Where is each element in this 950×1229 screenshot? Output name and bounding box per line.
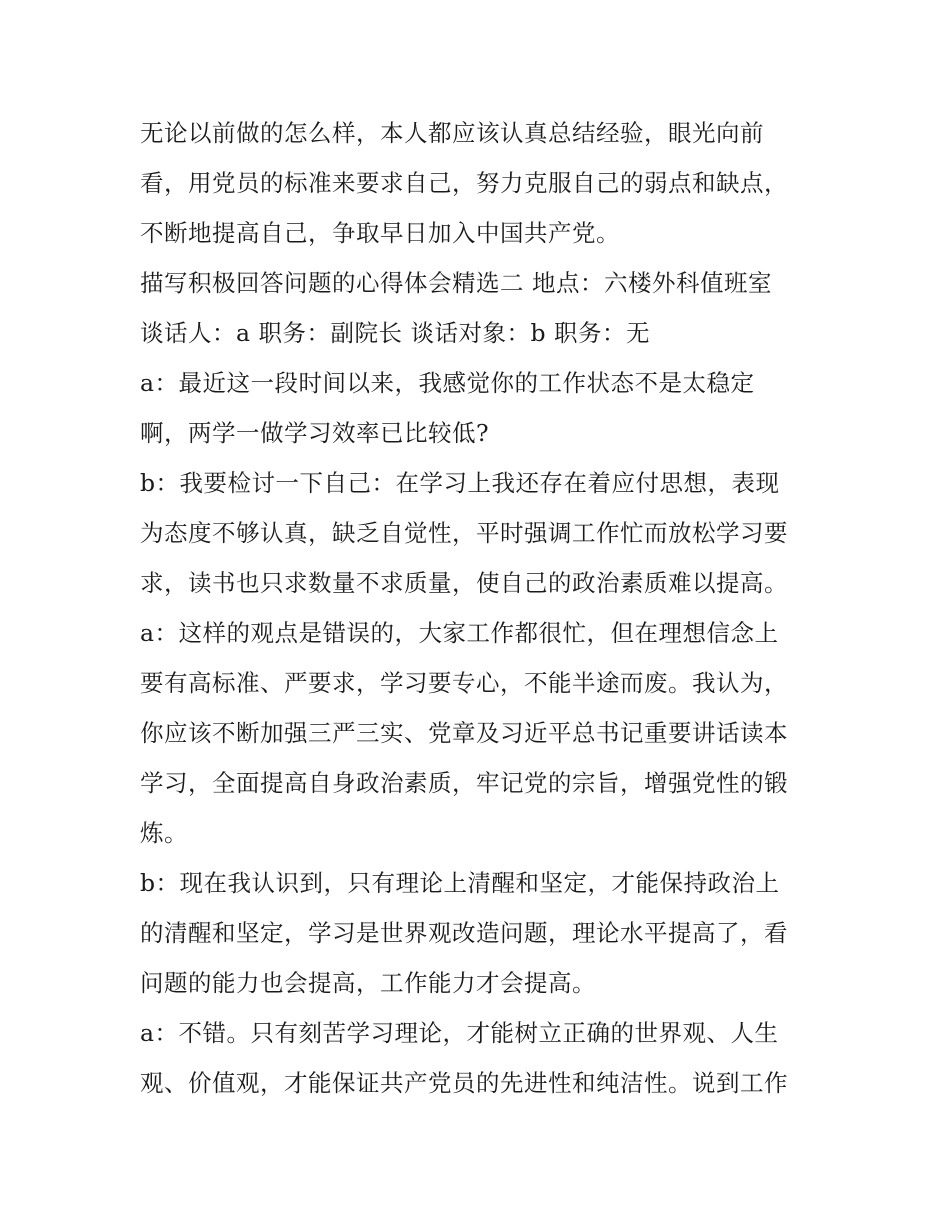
dialogue-line: 观、价值观，才能保证共产党员的先进性和纯洁性。说到工作 <box>140 1069 788 1097</box>
dialogue-line: 为态度不够认真，缺乏自觉性，平时强调工作忙而放松学习要 <box>140 519 788 547</box>
text-line: 看，用党员的标准来要求自己，努力克服自己的弱点和缺点， <box>140 169 788 197</box>
dialogue-line: 炼。 <box>140 819 188 847</box>
dialogue-line: a：不错。只有刻苦学习理论，才能树立正确的世界观、人生 <box>140 1019 779 1047</box>
interview-info-line: 谈话人：a 职务：副院长 谈话对象：b 职务：无 <box>140 319 650 347</box>
dialogue-line: a：这样的观点是错误的，大家工作都很忙，但在理想信念上 <box>140 619 779 647</box>
dialogue-line: 要有高标准、严要求，学习要专心，不能半途而废。我认为， <box>140 669 788 697</box>
text-line: 不断地提高自己，争取早日加入中国共产党。 <box>140 219 620 247</box>
dialogue-line: 求，读书也只求数量不求质量，使自己的政治素质难以提高。 <box>140 569 788 597</box>
dialogue-line: b：现在我认识到，只有理论上清醒和坚定，才能保持政治上 <box>140 869 780 897</box>
document-body <box>140 108 820 1108</box>
dialogue-line: 啊，两学一做学习效率已比较低? <box>140 419 490 447</box>
dialogue-line: a：最近这一段时间以来，我感觉你的工作状态不是太稳定 <box>140 369 755 397</box>
dialogue-line: 你应该不断加强三严三实、党章及习近平总书记重要讲话读本 <box>140 719 788 747</box>
dialogue-line: b：我要检讨一下自己：在学习上我还存在着应付思想，表现 <box>140 469 780 497</box>
dialogue-line: 的清醒和坚定，学习是世界观改造问题，理论水平提高了，看 <box>140 919 788 947</box>
section-title-line: 描写积极回答问题的心得体会精选二 地点：六楼外科值班室 <box>140 269 772 297</box>
dialogue-line: 学习，全面提高自身政治素质，牢记党的宗旨，增强党性的锻 <box>140 769 788 797</box>
text-line: 无论以前做的怎么样，本人都应该认真总结经验，眼光向前 <box>140 119 764 147</box>
dialogue-line: 问题的能力也会提高，工作能力才会提高。 <box>140 969 596 997</box>
